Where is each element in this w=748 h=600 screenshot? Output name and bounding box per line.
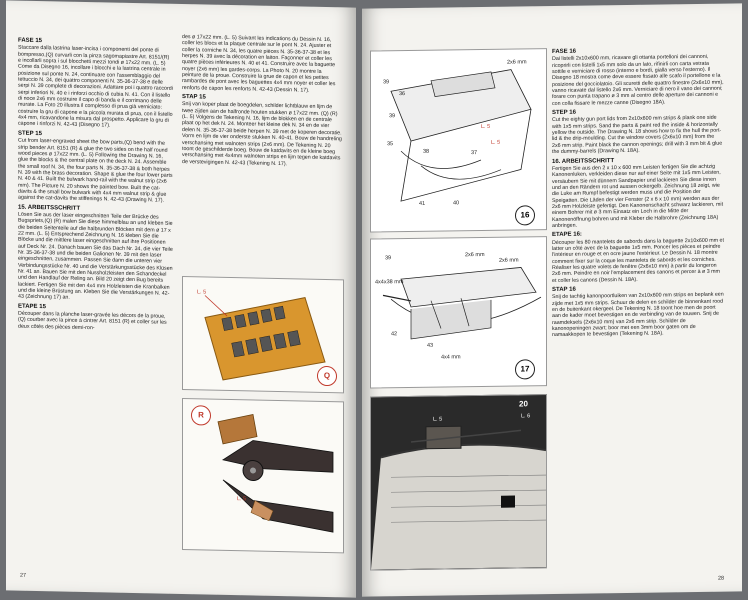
paragraph: Découper les 80 mantelets de sabords dans la baguette 2x10x600 mm et latter un côté avec de la baguette 1x5 mm. Poncer les pièces et peindre l'intérieur en rouge et en ocre jaune l'extérieur. Le Dessin N. 18 montre comment fixer sur la coque les mantelets de sabords et les corniches. Réaliser les quatre volets de fenêtre (2x6x10 mm) à partir du longeron 2x6 mm. Peindre en noir l'emplacement des canons et percer à ø 3 mm et coller les canons (Dessin N. 18A). (552, 237, 724, 284)
paragraph: Staccare dalla lastrina laser-incisa i componenti del ponte di bompresso,(Q) curvarli con la pinza sagomapiastre Art. 8151/(R) e incollarli sopra i sul blocchetti mezzi tondi ø 17x22 mm. (L. 5) Come da Disegno 16, incollare i blocchi e la lastrina centrale in posizione sul ponte N. 24, continuare con l'assemblaggio del tettuccio N. 34, dei quattro componenti N. 35-36-37-38 e delle serpi N. 39 complete di decorazioni. Adattare poi i quattro raccordi serpi inferiori N. 40 e i rinforzi occhio di cubia N. 41. Con il listello di noce 2x6 mm costruire il capo di banda e il corrimano delle murate. La Foto 20 illustra il complesso di prua già verniciato: costruire la gru di capone e la piccola murata di prua, con il listello 4x4 mm, ricavandone la misura dal prospetto. Applicare la gru di capone i rinforzi N. 42-43 (Disegno 17). (18, 44, 173, 129)
figure-q (182, 276, 344, 393)
left-column-text-2 (182, 34, 342, 170)
paragraph: Fertigen Sie aus den 2 x 10 x 600 mm Leisten fertigen Sie die achtzig Kanonenluken, verkleiden diese nur auf einer Seite mit 1x5 mm Leisten, versäubern Sie mit dünnem Sandpapier und lackieren Sie diese innen und an den Rändern rot und aussen ockergelb. Zeichnung 18 zeigt, wie die Luke am Rumpf befestigt werden muss und die Position der Speigatten. Die Läden der vier Fenster (2 x 6 x 10 mm) werden aus der 2x6 mm Holzleiste gefertigt. Den Kanonenschacht schwarz lackieren, mit einem Bohrer mit ø 3 mm Einsatz ein Loch in die Mitte der Kanonenöffnung bohren und mit Kleber die Halbrohre (Zeichnung 18A) anbringen. (552, 163, 724, 229)
fig20-label: L. 6 (521, 413, 531, 420)
fig-q-label: L. 5 (197, 289, 207, 296)
figure-20 (370, 394, 547, 570)
paragraph: Snij van koper plaat de boegdelen, schilder lichtblauw en lijm de twee zijden aan de halfronde houten stukken ø 17x22 mm. (Q) (R) (L. 5) Volgens de Tekening N. 16, lijm de blokken en de centrale plaat op het dek N. 24. Monteer het kleine dek N. 34 en de vier delen N. 35-36-37-38 beide herpen N. 39 met de koperen decoratie. Vorm en lijm de vier onderste stukken N. 40-41. Bouw de handreling verschansing met walnoten strips (2x6 mm). De Tekening N. 20 toont de geschilderde boeg. Bouw de katdavits en de kleine boeg verschansing met 4x4mm walnoten strips en lijm tegen de katdavits de verstevigingen N. 42-43 (Tekening N. 17). (182, 101, 342, 167)
section-heading: STEP 16 (552, 109, 576, 117)
section-heading: STAP 15 (182, 94, 206, 101)
fig20-badge: 20 (519, 399, 528, 409)
section-heading: ETAPE 15 (18, 303, 46, 310)
left-column-text (18, 35, 173, 335)
fig17-label: 43 (427, 342, 434, 349)
fig17-label: 4x4x38 mm (375, 279, 404, 286)
section-heading: ETAPE 16: (552, 231, 582, 239)
section-heading: 15. ARBEITSSCHRITT (18, 204, 81, 212)
section-heading: STEP 15 (18, 130, 42, 137)
fig16-label: 36 (399, 91, 406, 98)
fig16-label: 40 (453, 200, 460, 207)
paragraph: Dai listelli 2x10x600 mm, ricavare gli ottanta portelloni dei cannoni, ricoprirli con listelli 1x5 mm solo da un lato, rifinirli con carta vetrata sottile e verniciare di rosso (interno e bordi, gialla verso l'esterno). Il Disegno 18 mostra come deve essere fissato alle scafo il portellone e la posizione del gocciolatoio. Gli scuretti delle quattro finestre (2x6x10 mm), vanno ricavate dal listello 2x6 mm. Verniciare di nero il vano dei cannoni; forare con punta trapano ø 3 mm al centro delle aperture dei cannoni e con colla fissare le mezze canne (Disegno 18A). (552, 54, 724, 107)
fig-r-label: L. 5 (237, 496, 247, 503)
section-heading: STAP 16 (552, 286, 576, 294)
paragraph: Découper dans la planche laser-gravée les décors de la proue,(Q) courber avec la pince à cintrer Art. 8151 (R) et coller sur les deux côtés des pièces demi-ron- (18, 310, 167, 331)
fig17-badge: 17 (515, 359, 535, 379)
fig16-label: L. 5 (491, 139, 501, 146)
paragraph: Lösen Sie aus der laser eingeschnitten Teile der Brücke des Bugspriets,(Q) (R) malen Sie diese himmelblau an und kleben Sie die beiden Seitenteile auf die halbrunden Blöcken mit dem ø 17 x 22 mm. (L. 5) Entsprechend Zeichnung N. 16 kleben Sie die Blöcke und die mittlere laser eingeschnitten auf ihre Positionen auf Deck Nr. 24. Danach bauen Sie das Dach Nr. 34, die vier Teile Nr. 35-36-37-38 und die beiden Galionen Nr. 39 mit den laser eingeschnitten, zusammen. Passen Sie dann die unteren vier Verbindungsstücke Nr. 40 und die Verstärkungsstücke des Klüsen Nr. 41 an. Bauen Sie mit den Nussholzleisten den Schandeckel und den Handlauf der Reling an. Bild 20 zeigt den Bug bereits lackiert. Fertigen Sie mit den 4x4 mm Holzleisten die Kranbalken und die kleine Brüstung an. Kleben Sie die Verstärkungen N. 42-43 (Zeichnung 17) an. (18, 211, 173, 302)
fig-r-badge: R (191, 405, 211, 425)
left-page-number: 27 (20, 572, 27, 579)
fig16-label: 38 (423, 148, 430, 155)
section-heading: FASE 16 (552, 48, 577, 55)
fig16-label: L. 5 (481, 123, 491, 130)
figure-16 (370, 48, 547, 232)
right-page (362, 3, 742, 596)
paragraph: Snij de tachtig kanonpoortluiken van 2x10x600 mm strips en beplank een zijde met 1x5 mm strips. Schuur de delen en schilder de binnenkant rood en de buitenkant okergeel. De Tekening N. 18 toont hoe men de poort aan de kader moet bevestigen en de verbinding van de touwen. Snij de raamdeksels (2x6x10 mm) van 2x6 mm strip. Schilder de kanonopeningen zwart; boor met een 3mm boor gaten om de namaakkopen te bevestigen (Tekening N. 18A). (552, 291, 724, 339)
fig16-badge: 16 (515, 205, 535, 225)
fig20-label: L. 5 (433, 416, 443, 423)
left-page (6, 0, 356, 597)
fig-q-badge: Q (317, 366, 337, 386)
fig17-label: 42 (391, 331, 398, 338)
fig16-label: 39 (389, 113, 396, 120)
fig16-label: 39 (383, 79, 390, 86)
fig17-label: 39 (385, 255, 392, 262)
section-heading: FASE 15 (18, 37, 43, 45)
painted-bow-photo (371, 395, 546, 569)
section-heading: 16. ARBEITSSCHRITT (552, 157, 615, 165)
fig16-label: 35 (387, 141, 394, 148)
paragraph: des ø 17x22 mm. (L. 5) Suivant les indications du Dessin N. 16, coller les blocs et la plaque centrale sur le pont N. 24. Ajuster et coller la corniche N. 34, les quatre pièces N. 35-36-37-38 et les herpes N. 39 avec la décoration en laiton. Façonner et coller les quatre pièces inférieures N. 40 et 41. Construire avec la baguette noyer (2x6 mm) les gardes-corps. La Photo N. 20 montre la peinture de la proue. Construire la grue de capon et les petites rambardes de pont avec les baguettes 4x4 mm noyer et coller les renforts de capon les renforts N. 42-43 (Dessin N. 17). (182, 34, 336, 94)
fig17-label: 2x6 mm (499, 257, 519, 264)
fig17-label: 4x4 mm (441, 354, 461, 361)
figure-r (182, 398, 344, 553)
right-column-text (552, 44, 724, 341)
figure-17 (370, 236, 547, 388)
fig16-label: 2x6 mm (507, 59, 527, 66)
paragraph: Cut from laser-engraved sheet the bow parts,(Q) bend with the strip bender Art. 8151 (R) & glue the two sides on the half round wood pieces ø 17x22 mm. (L. 5) Following the Drawing N. 16, glue the blocks & the central plate on the deck N. 24. Assemble the small roof N. 34, the four parts N. 35-36-37-38 & both herpes N. 39 with the brass decoration. Shape & glue the four lower parts N. 40 & 41. Built the bulwark hand-rail with the walnut strip (2x6 mm). The Picture N. 20 shows the painted bow. Built the cat-davits & the small bow bulwark with 4x4 mm walnut strip & glue against the cat-davits the stiffenings N. 42-43 (Drawing N. 17). (18, 137, 173, 204)
fig16-label: 37 (471, 150, 478, 157)
paragraph: Cut the eighty gun port lids from 2x10x600 mm strips & plank one side with 1x5 mm strips. Sand the parts & paint red the inside & horizontally yellow the outside. The Drawing N. 18 shows how to fix the hull the port-lid & the drip-moulding. Cut the window covers (2x6x10 mm) from the 2x6 mm strip. Paint black the cannon openings; drill with 3 mm bit & glue the dummy-barrels (Drawing N. 18A). (552, 115, 723, 156)
fig16-label: 41 (419, 200, 426, 207)
fig17-label: 2x6 mm (465, 251, 485, 259)
right-page-number: 28 (718, 575, 725, 582)
